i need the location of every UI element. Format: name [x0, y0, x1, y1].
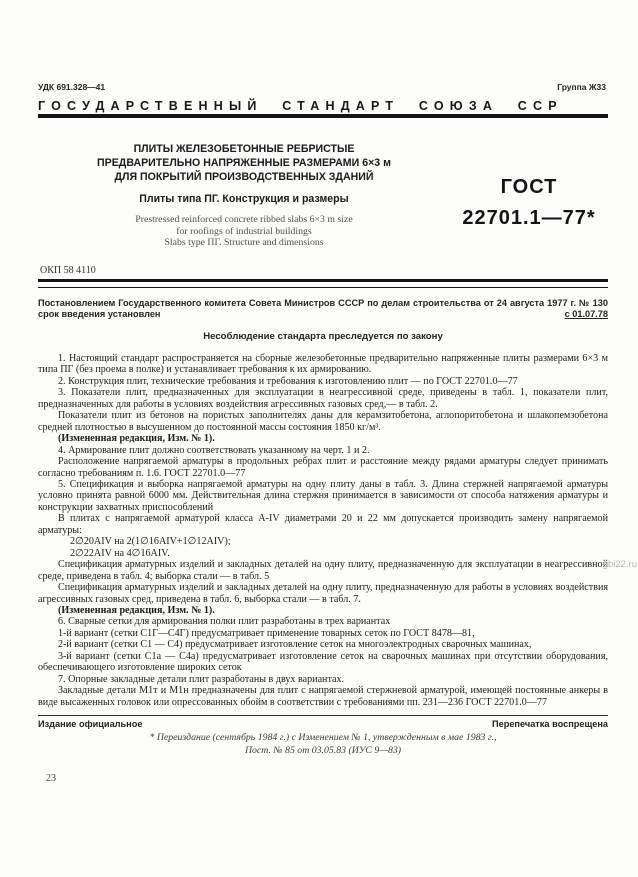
body-paragraph: Показатели плит из бетонов на пористых заполнителях даны для керамзитобетона, аглопоритобетона и шлакопемзобетона средней плотностью в высушенном до постоянной массы состояния 1850 кг/м³. [38, 410, 608, 433]
udk-code: УДК 691.328—41 [38, 82, 106, 92]
law-notice: Несоблюдение стандарта преследуется по закону [203, 331, 443, 342]
body-paragraph: (Измененная редакция, Изм. № 1). [58, 433, 215, 445]
title-en-line-1: Prestressed reinforced concrete ribbed slabs 6×3 m size [135, 214, 353, 225]
no-reprint-label: Перепечатка воспрещена [492, 719, 608, 730]
body-paragraph: Закладные детали М1т и М1н предназначены для плит с напрягаемой стержневой арматурой, имеющей постоянные анкеры в виде высаженных головок или опрессованных обойм в соответствии с требованиями пп. 231—236 ГОСТ 22701.0—77 [38, 685, 608, 708]
body-paragraph: 3. Показатели плит, предназначенных для эксплуатации в неагрессивной среде, приведены в табл. 1, показатели плит, предназначенных для работы в условиях воздействия агрессивных газовых сред,— в табл. 2. [38, 387, 608, 410]
title-en-line-2: for roofings of industrial buildings [176, 225, 312, 237]
body-text [38, 353, 608, 708]
decree-text: Постановлением Государственного комитета Совета Министров СССР по делам строительства от 24 августа 1977 г. № 130 срок введения установлен [38, 297, 608, 319]
body-paragraph: 2-й вариант (сетки С1 — С4) предусматривает изготовление сеток на многоэлектродных сварочных машинах, [58, 639, 532, 651]
body-paragraph: 2. Конструкция плит, технические требования и требования к изготовлению плит — по ГОСТ 22701.0—77 [58, 375, 518, 387]
body-paragraph: 3-й вариант (сетки С1а — С4а) предусматривает изготовление сеток на сварочных машинах при отсутствии оборудования, обеспечивающего изготовление широких сеток [38, 650, 608, 674]
body-paragraph: 5. Спецификация и выборка напрягаемой арматуры на одну плиту даны в табл. 3. Длина стержней напрягаемой арматуры условно принята равной 6000 мм. Действительная длина стержня принимается в зависимости от способа натяжения арматуры и конструкции захватных приспособлений [38, 478, 608, 513]
body-paragraph: 6. Сварные сетки для армирования полки плит разработаны в трех вариантах [58, 616, 391, 628]
title-english [38, 214, 450, 249]
body-paragraph: Спецификация арматурных изделий и закладных деталей на одну плиту, предназначенную для эксплуатации в неагрессивной среде, приведена в табл. 4; выборка стали — в табл. 5 [38, 559, 608, 582]
watermark: gbi22.ru [602, 559, 637, 570]
body-paragraph: 7. Опорные закладные детали плит разработаны в двух вариантах. [58, 673, 345, 685]
gost-number: 22701.1—77* [462, 207, 596, 229]
title-line-2: ПРЕДВАРИТЕЛЬНО НАПРЯЖЕННЫЕ РАЗМЕРАМИ 6×3 м [97, 157, 391, 169]
footnote-line-2: Пост. № 85 от 03.05.83 (ИУС 9—83) [244, 744, 402, 756]
state-standard-banner: ГОСУДАРСТВЕННЫЙ СТАНДАРТ СОЮЗА ССР [38, 99, 563, 113]
title-line-1: ПЛИТЫ ЖЕЛЕЗОБЕТОННЫЕ РЕБРИСТЫЕ [133, 143, 355, 155]
body-paragraph: В плитах с напрягаемой арматурой класса А-IV диаметрами 20 и 22 мм допускается производить замену напрягаемой арматуры: [38, 513, 608, 536]
title-line-3: ДЛЯ ПОКРЫТИЙ ПРОИЗВОДСТВЕННЫХ ЗДАНИЙ [114, 171, 374, 183]
gost-label: ГОСТ [500, 176, 558, 198]
title-en-line-3: Slabs type ПГ. Structure and dimensions [164, 237, 324, 248]
body-paragraph: 1-й вариант (сетки С1Г—С4Г) предусматривает применение товарных сеток по ГОСТ 8478—81, [58, 627, 475, 639]
top-codes-row [38, 82, 606, 92]
body-paragraph: 2∅20АIV на 2(1∅16АIV+1∅12АIV); [70, 536, 231, 548]
title-left-column [38, 142, 450, 249]
body-paragraph: 4. Армирование плит должно соответствовать указанному на черт. 1 и 2. [58, 444, 370, 456]
body-paragraph: 1. Настоящий стандарт распространяется на сборные железобетонные предварительно напряженные плиты размерами 6×3 м типа ПГ (без проема в полке) и устанавливает требования к их армированию. [38, 353, 608, 376]
revision-footnote [38, 732, 608, 757]
banner-rule [38, 114, 608, 118]
footer-row [38, 719, 608, 729]
decree-effective-date: с 01.07.78 [564, 309, 608, 319]
title-subtitle: Плиты типа ПГ. Конструкция и размеры [139, 193, 349, 205]
page-number: 23 [46, 773, 56, 785]
body-paragraph: Спецификация арматурных изделий и закладных деталей на одну плиту, предназначенную для работы в условиях воздействия агрессивных газовых сред, приведена в табл. 6, выборка стали — в табл. 7. [38, 582, 608, 605]
body-paragraph: (Измененная редакция, Изм. № 1). [58, 604, 215, 616]
footnote-line-1: * Переиздание (сентябрь 1984 г.) с Изменением № 1, утвержденным в мае 1983 г., [149, 732, 497, 744]
okp-code: ОКП 58 4110 [40, 264, 96, 276]
group-code: Группа Ж33 [557, 82, 606, 92]
title-block [38, 142, 608, 249]
footer-rule [38, 715, 608, 716]
body-paragraph: Расположение напрягаемой арматуры в продольных ребрах плит и расстояние между рядами арматуры следует принимать согласно требованиям п. 1.6. ГОСТ 22701.0—77 [38, 456, 608, 479]
official-edition-label: Издание официальное [38, 719, 143, 730]
body-paragraph: 2∅22АIV на 4∅16АIV. [70, 547, 170, 559]
double-rule [38, 279, 608, 288]
gost-number-block [450, 142, 608, 249]
